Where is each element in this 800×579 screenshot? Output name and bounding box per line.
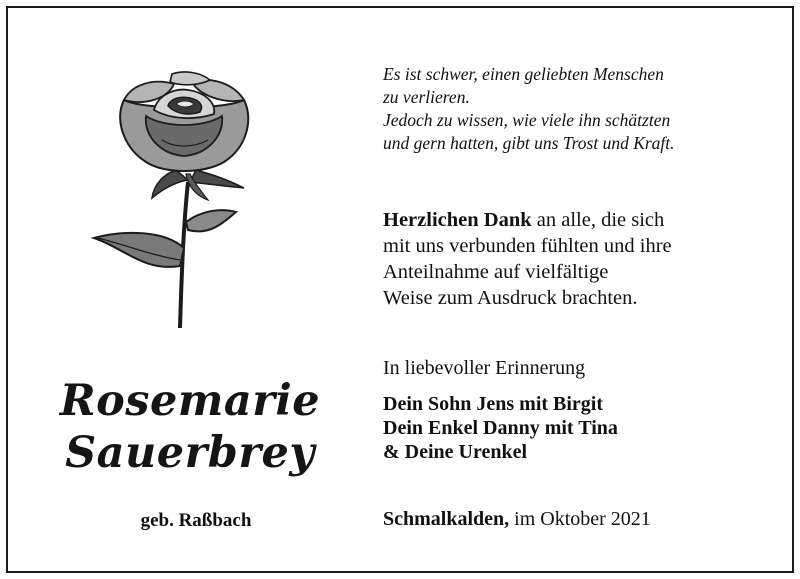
place-date-line: [383, 508, 651, 531]
birth-name: geb. Raßbach: [140, 510, 252, 531]
rose-icon: [84, 70, 284, 332]
thanks-lead: Herzlichen Dank: [383, 209, 532, 231]
memory-text: In liebevoller Erinnerung: [383, 357, 586, 379]
quote-line: und gern hatten, gibt uns Trost und Kraft.: [383, 133, 675, 153]
deceased-last-name: Sauerbrey: [65, 428, 315, 478]
thanks-line: mit uns verbunden fühlten und ihre: [383, 235, 672, 257]
quote-line: zu verlieren.: [383, 87, 470, 107]
thanks-block: [383, 207, 763, 311]
family-line: Dein Sohn Jens mit Birgit: [383, 393, 604, 415]
thanks-line: Anteilnahme auf vielfältige: [383, 261, 609, 283]
date-text: im Oktober 2021: [509, 508, 651, 530]
family-line: & Deine Urenkel: [383, 441, 528, 463]
thanks-line-rest: an alle, die sich: [531, 209, 665, 231]
family-line: Dein Enkel Danny mit Tina: [383, 417, 618, 439]
deceased-first-name: Rosemarie: [59, 376, 321, 426]
family-block: [383, 392, 618, 464]
quote-block: [383, 63, 763, 155]
thanks-line: [383, 207, 763, 233]
place-name: Schmalkalden,: [383, 508, 510, 530]
quote-line: Es ist schwer, einen geliebten Menschen: [383, 64, 664, 84]
quote-line: Jedoch zu wissen, wie viele ihn schätzten: [383, 110, 671, 130]
thanks-line: Weise zum Ausdruck brachten.: [383, 287, 638, 309]
